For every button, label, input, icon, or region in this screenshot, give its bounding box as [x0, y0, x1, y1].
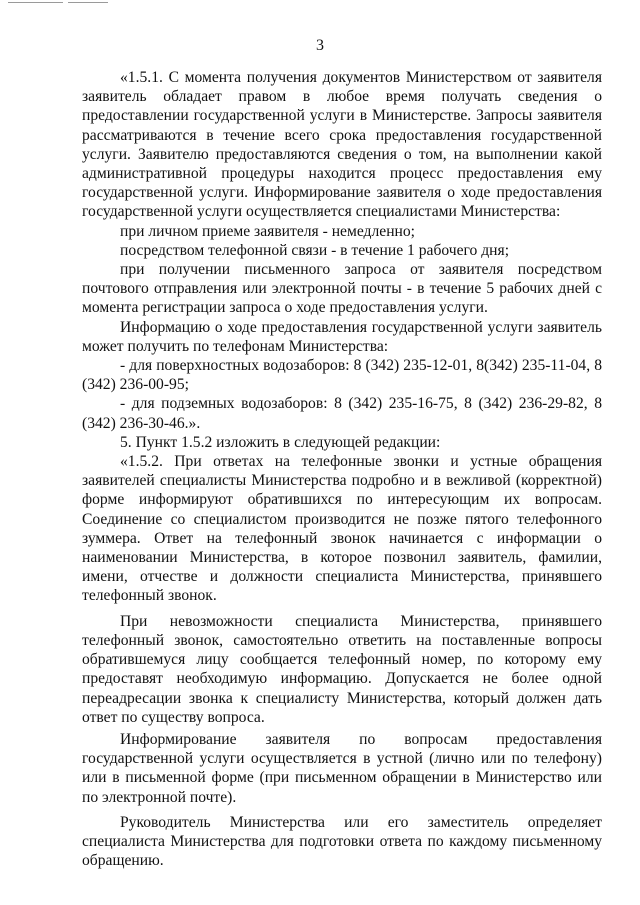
paragraph-phone: посредством телефонной связи - в течение 1 рабочего дня; — [120, 241, 510, 259]
paragraph-1-5-1: «1.5.1. С момента получения документов Министерством от заявителя заявитель обладает правом в любое время получать сведения о предоставлении государственной услуги в Министерстве. Запросы заявителя рассматриваются в течение всего срока предоставления государственной услуги. Заявителю предоставляются сведения о том, на выполнении какой административной процедуры находится процесс предоставления ему государственной услуги. Информирование заявителя о ходе предоставления государственной услуги осуществляется специалистами Министерства: — [82, 69, 602, 221]
paragraph-redirect: При невозможности специалиста Министерства, принявшего телефонный звонок, самостоятельно ответить на поставленные вопросы обратившемуся лицу сообщается телефонный номер, по которому ему предоставят необходимую информацию. Допускается не более одной переадресации звонка к специалисту Министерства, который должен дать ответ по существу вопроса. — [82, 612, 602, 726]
paragraph-underground-intakes: - для подземных водозаборов: 8 (342) 235-16-75, 8 (342) 236-29-82, 8 (342) 236-30-46.». — [82, 395, 602, 432]
paragraph-written-request: при получении письменного запроса от заявителя посредством почтового отправления или электронной почты - в течение 5 рабочих дней с момента регистрации запроса о ходе предоставления услуги. — [82, 261, 602, 317]
paragraph-informing: Информирование заявителя по вопросам предоставления государственной услуги осуществляется в устной (лично или по телефону) или в письменной форме (при письменном обращении в Министерство или по электронной почте). — [82, 730, 602, 806]
paragraph-personal-visit: при личном приеме заявителя - немедленно; — [120, 222, 416, 240]
scan-edge-line — [8, 2, 63, 3]
paragraph-phones-intro: Информацию о ходе предоставления государственной услуги заявитель может получить по телефонам Министерства: — [82, 318, 602, 355]
scan-edge-line — [68, 2, 108, 3]
document-body — [82, 68, 602, 870]
paragraph-1-5-2: «1.5.2. При ответах на телефонные звонки и устные обращения заявителей специалисты Министерства подробно и в вежливой (корректной) форме информируют обратившихся по интересующим их вопросам. Соединение со специалистом производится не позже пятого телефонного зуммера. Ответ на телефонный звонок начинается с информации о наименовании Министерства, в которое позвонил заявитель, фамилии, имени, отчестве и должности специалиста Министерства, принявшего телефонный звонок. — [82, 453, 602, 605]
paragraph-item-5: 5. Пункт 1.5.2 изложить в следующей редакции: — [120, 433, 441, 451]
paragraph-head-of-ministry: Руководитель Министерства или его заместитель определяет специалиста Министерства для подготовки ответа по каждому письменному обращению. — [82, 813, 602, 870]
page-number: 3 — [316, 37, 324, 54]
paragraph-surface-intakes: - для поверхностных водозаборов: 8 (342) 235-12-01, 8(342) 235-11-04, 8 (342) 236-00-95; — [82, 357, 602, 394]
